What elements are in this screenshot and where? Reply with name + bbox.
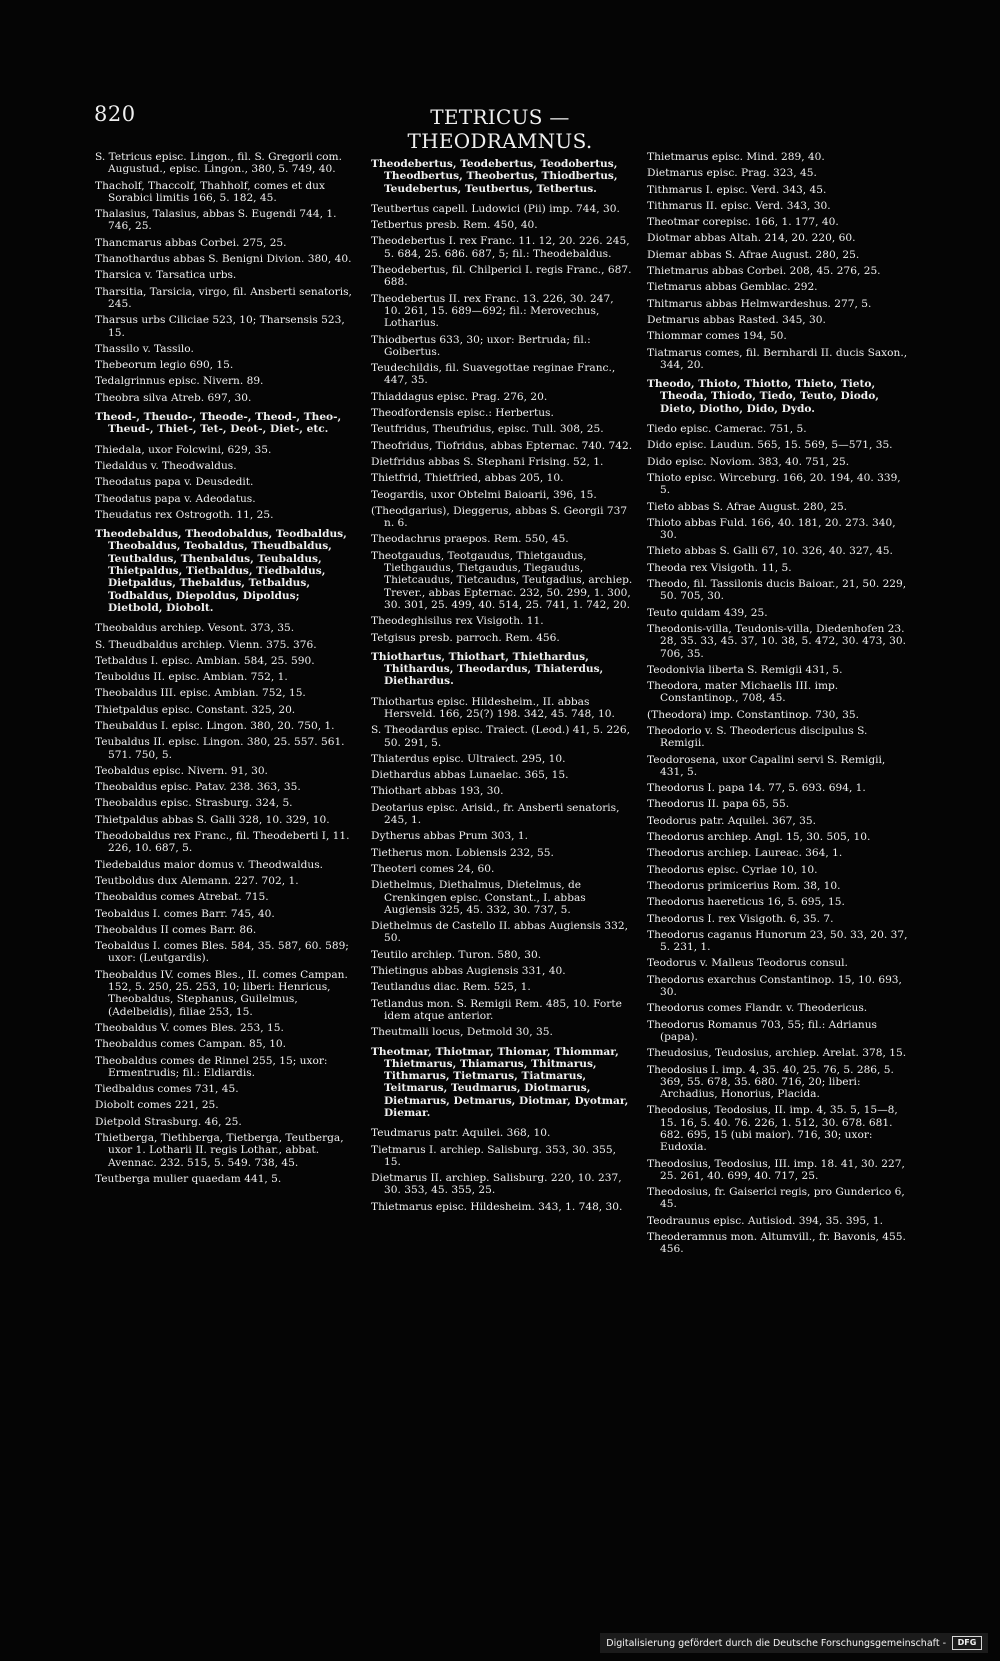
- index-entry: Diobolt comes 221, 25.: [95, 1099, 219, 1112]
- index-entry: Theodobaldus rex Franc., fil. Theodeberti I, 11. 226, 10. 687, 5.: [95, 830, 350, 855]
- index-entry: Tharsus urbs Ciliciae 523, 10; Tharsensis 523, 15.: [95, 314, 345, 339]
- index-entry: Thiaterdus episc. Ultraiect. 295, 10.: [371, 752, 566, 765]
- index-entry: Theodosius, fr. Gaiserici regis, pro Gunderico 6, 45.: [647, 1186, 905, 1211]
- index-entry: Teudechildis, fil. Suavegottae reginae Franc., 447, 35.: [371, 362, 616, 387]
- index-entry: Theotmar corepisc. 166, 1. 177, 40.: [647, 216, 839, 229]
- index-entry: Theofridus, Tiofridus, abbas Epternac. 740. 742.: [371, 439, 633, 452]
- index-entry: Theobaldus comes Atrebat. 715.: [95, 891, 269, 904]
- page-number: 820: [94, 102, 136, 126]
- index-entry: Theobra silva Atreb. 697, 30.: [95, 391, 252, 404]
- index-entry: Diethardus abbas Lunaelac. 365, 15.: [371, 769, 569, 782]
- index-entry: Theodorus haereticus 16, 5. 695, 15.: [647, 896, 845, 909]
- index-entry: Tietmarus I. archiep. Salisburg. 353, 30. 355, 15.: [371, 1143, 616, 1168]
- index-entry: Teutberga mulier quaedam 441, 5.: [95, 1172, 282, 1185]
- index-entry: S. Theudbaldus archiep. Vienn. 375. 376.: [95, 638, 317, 651]
- index-entry: Thiothart abbas 193, 30.: [371, 785, 504, 798]
- index-entry: Theobaldus episc. Strasburg. 324, 5.: [95, 797, 293, 810]
- index-entry: Theodatus papa v. Adeodatus.: [95, 492, 256, 505]
- index-entry: Dido episc. Noviom. 383, 40. 751, 25.: [647, 455, 850, 468]
- index-group-heading: Theodo, Thioto, Thiotto, Thieto, Tieto, Theoda, Thiodo, Tiedo, Teuto, Diodo, Dieto, Diotho, Dido, Dydo.: [647, 378, 879, 415]
- index-entry: Theobaldus comes Campan. 85, 10.: [95, 1038, 287, 1051]
- index-entry: Thietmarus episc. Mind. 289, 40.: [647, 151, 825, 163]
- index-entry: Teubaldus II. episc. Lingon. 380, 25. 557. 561. 571. 750, 5.: [95, 736, 345, 761]
- index-entry: Theutmalli locus, Detmold 30, 35.: [371, 1026, 553, 1039]
- index-group-heading: Theodebaldus, Theodobaldus, Teodbaldus, Theobaldus, Teobaldus, Theudbaldus, Teutbaldus, Thenbaldus, Teubaldus, Thietpaldus, Tietbaldus, Tiedbaldus, Dietpaldus, Thebaldus, Tetbaldus, Todbaldus, Diepoldus, Dipoldus; Dietbold, Diobolt.: [95, 528, 347, 614]
- index-entry: (Theodora) imp. Constantinop. 730, 35.: [647, 708, 859, 721]
- index-entry: Theodorus Romanus 703, 55; fil.: Adrianus (papa).: [647, 1018, 877, 1043]
- index-entry: Thanothardus abbas S. Benigni Divion. 380, 40.: [95, 253, 352, 266]
- index-column-2: [371, 151, 633, 1631]
- index-entry: Theodosius, Teodosius, III. imp. 18. 41, 30. 227, 25. 261, 40. 699, 40. 717, 25.: [647, 1157, 905, 1182]
- index-entry: Teogardis, uxor Obtelmi Baioarii, 396, 15.: [371, 488, 597, 501]
- index-entry: Detmarus abbas Rasted. 345, 30.: [647, 313, 826, 326]
- index-entry: S. Theodardus episc. Traiect. (Leod.) 41, 5. 226, 50. 291, 5.: [371, 724, 631, 749]
- index-entry: Teudmarus patr. Aquilei. 368, 10.: [371, 1127, 551, 1140]
- index-entry: Tetlandus mon. S. Remigii Rem. 485, 10. Forte idem atque anterior.: [371, 997, 622, 1022]
- index-entry: Theudosius, Teudosius, archiep. Arelat. 378, 15.: [647, 1047, 907, 1060]
- index-entry: Theodosius I. imp. 4, 35. 40, 25. 76, 5. 286, 5. 369, 55. 678, 35. 680. 716, 20; liberi: Archadius, Honorius, Placida.: [647, 1063, 894, 1101]
- index-entry: Tietmarus abbas Gemblac. 292.: [647, 281, 818, 294]
- index-group-heading: Thiothartus, Thiothart, Thiethardus, Thithardus, Theodardus, Thiaterdus, Diethardus.: [371, 650, 604, 688]
- index-entry: Thietmarus episc. Hildesheim. 343, 1. 748, 30.: [371, 1200, 623, 1213]
- index-entry: Teodraunus episc. Autisiod. 394, 35. 395, 1.: [647, 1214, 883, 1227]
- index-entry: Theobaldus comes de Rinnel 255, 15; uxor: Ermentrudis; fil.: Eldiardis.: [95, 1054, 328, 1079]
- index-entry: Thacholf, Thaccolf, Thahholf, comes et dux Sorabici limitis 166, 5. 182, 45.: [95, 179, 325, 204]
- running-head: TETRICUS — THEODRAMNUS.: [407, 105, 593, 153]
- footer-text: Digitalisierung gefördert durch die Deutsche Forschungsgemeinschaft -: [606, 1637, 946, 1649]
- index-entry: Tetbaldus I. episc. Ambian. 584, 25. 590.: [95, 654, 315, 667]
- index-entry: Theodfordensis episc.: Herbertus.: [371, 407, 554, 420]
- index-entry: Tietherus mon. Lobiensis 232, 55.: [371, 846, 554, 859]
- index-entry: Thieto abbas S. Galli 67, 10. 326, 40. 327, 45.: [647, 545, 893, 558]
- index-entry: Thietberga, Tiethberga, Tietberga, Teutberga, uxor 1. Lotharii II. regis Lothar., abbat. Avennac. 232. 515, 5. 549. 738, 45.: [95, 1132, 344, 1169]
- index-entry: Theodorus episc. Cyriae 10, 10.: [647, 863, 818, 876]
- index-entry: Theoteri comes 24, 60.: [371, 862, 495, 875]
- index-entry: Thioto abbas Fuld. 166, 40. 181, 20. 273. 340, 30.: [647, 516, 896, 542]
- index-entry: Theodosius, Teodosius, II. imp. 4, 35. 5, 15—8, 15. 16, 5. 40. 76. 226, 1. 512, 30. 678. 681. 682. 695, 15 (ubi maior). 716, 30; uxor: Eudoxia.: [647, 1104, 898, 1154]
- index-entry: Teobaldus I. comes Barr. 745, 40.: [95, 907, 275, 920]
- index-entry: Thietpaldus abbas S. Galli 328, 10. 329, 10.: [95, 813, 330, 826]
- index-entry: Theodorus I. papa 14. 77, 5. 693. 694, 1.: [647, 782, 866, 795]
- index-entry: Theodorus comes Flandr. v. Theodericus.: [647, 1002, 868, 1015]
- index-entry: (Theodgarius), Dieggerus, abbas S. Georgii 737 n. 6.: [371, 504, 628, 530]
- index-entry: Theodorus archiep. Angl. 15, 30. 505, 10.: [647, 831, 871, 844]
- index-entry: Thiothartus episc. Hildesheim., II. abbas Hersveld. 166, 25(?) 198. 342, 45. 748, 10.: [371, 695, 615, 720]
- index-entry: Diethelmus, Diethalmus, Dietelmus, de Crenkingen episc. Constant., I. abbas Augiensis 325, 45. 332, 30. 737, 5.: [371, 879, 586, 916]
- index-entry: Tiedebaldus maior domus v. Theodwaldus.: [95, 858, 324, 871]
- index-entry: Diethelmus de Castello II. abbas Augiensis 332, 50.: [371, 920, 628, 945]
- index-entry: Deotarius episc. Arisid., fr. Ansberti senatoris, 245, 1.: [371, 801, 620, 827]
- index-entry: Teobaldus I. comes Bles. 584, 35. 587, 60. 589; uxor: (Leutgardis).: [95, 940, 349, 965]
- index-entry: Thietingus abbas Augiensis 331, 40.: [371, 965, 566, 978]
- index-entry: Teodorus v. Malleus Teodorus consul.: [647, 957, 848, 970]
- index-entry: Thiaddagus episc. Prag. 276, 20.: [371, 390, 548, 403]
- index-entry: Teobaldus episc. Nivern. 91, 30.: [95, 764, 268, 777]
- index-entry: Tetbertus presb. Rem. 450, 40.: [371, 219, 538, 232]
- index-entry: Theobaldus II comes Barr. 86.: [95, 923, 257, 936]
- index-entry: Theodebertus II. rex Franc. 13. 226, 30. 247, 10. 261, 15. 689—692; fil.: Merovechus, Lotharius.: [371, 292, 614, 330]
- index-entry: Theodatus papa v. Deusdedit.: [95, 476, 254, 489]
- index-entry: Theodorus I. rex Visigoth. 6, 35. 7.: [647, 912, 834, 925]
- index-entry: Tieto abbas S. Afrae August. 280, 25.: [647, 500, 848, 513]
- index-entry: Dietmarus episc. Prag. 323, 45.: [647, 167, 817, 180]
- index-entry: Dietfridus abbas S. Stephani Frising. 52, 1.: [371, 455, 604, 468]
- index-entry: S. Tetricus episc. Lingon., fil. S. Gregorii com. Augustud., episc. Lingon., 380, 5. 749, 40.: [95, 151, 342, 176]
- index-entry: Theudatus rex Ostrogoth. 11, 25.: [95, 508, 274, 521]
- index-entry: Teodorosena, uxor Capalini servi S. Remigii, 431, 5.: [647, 753, 886, 778]
- index-entry: Dietpold Strasburg. 46, 25.: [95, 1115, 242, 1128]
- index-entry: Thassilo v. Tassilo.: [95, 342, 194, 355]
- index-entry: Dido episc. Laudun. 565, 15. 569, 5—571, 35.: [647, 439, 893, 452]
- index-entry: Tharsitia, Tarsicia, virgo, fil. Ansberti senatoris, 245.: [95, 285, 352, 310]
- index-entry: Thietfrid, Thietfried, abbas 205, 10.: [371, 472, 564, 485]
- index-group-heading: Theod-, Theudo-, Theode-, Theod-, Theo-, Theud-, Thiet-, Tet-, Deot-, Diet-, etc.: [95, 411, 342, 436]
- index-entry: Thiedala, uxor Folcwini, 629, 35.: [95, 443, 272, 456]
- index-entry: Teutboldus dux Alemann. 227. 702, 1.: [95, 874, 299, 887]
- index-entry: Thiommar comes 194, 50.: [647, 330, 787, 343]
- index-entry: Theodorio v. S. Theodericus discipulus S. Remigii.: [647, 724, 868, 750]
- index-entry: Teutlandus diac. Rem. 525, 1.: [371, 981, 531, 994]
- index-entry: Theubaldus I. episc. Lingon. 380, 20. 750, 1.: [95, 719, 335, 732]
- index-entry: Theodonis-villa, Teudonis-villa, Diedenhofen 23. 28, 35. 33, 45. 37, 10. 38, 5. 472, 30. 473, 30. 706, 35.: [647, 622, 906, 660]
- index-entry: Diotmar abbas Altah. 214, 20. 220, 60.: [647, 232, 856, 245]
- index-entry: Thietpaldus episc. Constant. 325, 20.: [95, 703, 296, 716]
- index-entry: Theobaldus episc. Patav. 238. 363, 35.: [95, 781, 301, 794]
- index-entry: Tiedo episc. Camerac. 751, 5.: [647, 423, 807, 436]
- index-entry: Thalasius, Talasius, abbas S. Eugendi 744, 1. 746, 25.: [95, 208, 337, 233]
- index-entry: Tithmarus I. episc. Verd. 343, 45.: [647, 183, 827, 196]
- index-entry: Theodorus primicerius Rom. 38, 10.: [647, 879, 841, 892]
- dfg-logo-icon: DFG: [952, 1636, 982, 1650]
- index-column-3: [647, 151, 909, 1631]
- index-entry: Thebeorum legio 690, 15.: [95, 359, 234, 372]
- index-entry: Teuboldus II. episc. Ambian. 752, 1.: [95, 671, 288, 684]
- index-entry: Theodorus archiep. Laureac. 364, 1.: [647, 847, 843, 860]
- index-entry: Thietmarus abbas Corbei. 208, 45. 276, 25.: [647, 265, 881, 278]
- index-entry: Theotgaudus, Teotgaudus, Thietgaudus, Tiethgaudus, Tietgaudus, Tiegaudus, Thietcaudus, Tietcaudus, Teutgadius, archiep. Trever., abbas Epternac. 232, 50. 299, 1. 300, 30. 301, 25. 499, 40. 514, 25. 741, 1. 742, 20.: [371, 549, 633, 611]
- index-entry: Theodebertus, fil. Chilperici I. regis Franc., 687. 688.: [371, 264, 632, 289]
- index-entry: Teuto quidam 439, 25.: [647, 606, 768, 619]
- index-entry: Teodorus patr. Aquilei. 367, 35.: [647, 814, 816, 827]
- footer-credit: [600, 1633, 988, 1653]
- index-entry: Theobaldus archiep. Vesont. 373, 35.: [95, 622, 295, 635]
- index-entry: Theodebertus I. rex Franc. 11. 12, 20. 226. 245, 5. 684, 25. 686. 687, 5; fil.: Theodebaldus.: [371, 235, 630, 260]
- index-entry: Tedalgrinnus episc. Nivern. 89.: [95, 375, 264, 388]
- index-entry: Tetgisus presb. parroch. Rem. 456.: [371, 631, 560, 644]
- index-entry: Theodorus II. papa 65, 55.: [647, 798, 790, 811]
- index-entry: Thioto episc. Wirceburg. 166, 20. 194, 40. 339, 5.: [647, 471, 901, 497]
- index-entry: Theobaldus V. comes Bles. 253, 15.: [95, 1021, 284, 1034]
- index-entry: Thitmarus abbas Helmwardeshus. 277, 5.: [647, 297, 872, 310]
- index-entry: Thancmarus abbas Corbei. 275, 25.: [95, 236, 287, 249]
- index-entry: Theodachrus praepos. Rem. 550, 45.: [371, 533, 569, 546]
- index-entry: Tithmarus II. episc. Verd. 343, 30.: [647, 199, 831, 212]
- index-entry: Theoda rex Visigoth. 11, 5.: [647, 561, 792, 574]
- index-entry: Teutbertus capell. Ludowici (Pii) imp. 744, 30.: [371, 202, 620, 215]
- index-entry: Theodeghisilus rex Visigoth. 11.: [371, 615, 544, 628]
- index-group-heading: Theotmar, Thiotmar, Thiomar, Thiommar, Thietmarus, Thiamarus, Thitmarus, Tithmarus, Tietmarus, Tiatmarus, Teitmarus, Teudmarus, Diotmarus, Dietmarus, Detmarus, Diotmar, Dyotmar, Diemar.: [371, 1045, 629, 1119]
- index-entry: Theoderamnus mon. Altumvill., fr. Bavonis, 455. 456.: [647, 1231, 906, 1256]
- index-entry: Tiatmarus comes, fil. Bernhardi II. ducis Saxon., 344, 20.: [647, 346, 908, 371]
- index-column-1: [95, 151, 357, 1631]
- index-entry: Theodo, fil. Tassilonis ducis Baioar., 21, 50. 229, 50. 705, 30.: [647, 578, 907, 603]
- index-entry: Tiedbaldus comes 731, 45.: [95, 1083, 239, 1096]
- index-entry: Teutilo archiep. Turon. 580, 30.: [371, 948, 542, 961]
- index-entry: Theobaldus IV. comes Bles., II. comes Campan. 152, 5. 250, 25. 253, 10; liberi: Henricus, Theobaldus, Stephanus, Guilelmus, (Adelbeidis), filiae 253, 15.: [95, 968, 348, 1018]
- index-entry: Theobaldus III. episc. Ambian. 752, 15.: [95, 687, 306, 700]
- index-entry: Dietmarus II. archiep. Salisburg. 220, 10. 237, 30. 353, 45. 355, 25.: [371, 1172, 622, 1197]
- index-group-heading: Theodebertus, Teodebertus, Teodobertus, Theodbertus, Theobertus, Thiodbertus, Teudebertus, Teutbertus, Tetbertus.: [371, 158, 618, 195]
- index-entry: Tiedaldus v. Theodwaldus.: [95, 459, 237, 472]
- index-entry: Teodonivia liberta S. Remigii 431, 5.: [647, 663, 843, 676]
- index-entry: Diemar abbas S. Afrae August. 280, 25.: [647, 248, 860, 261]
- index-entry: Dytherus abbas Prum 303, 1.: [371, 830, 529, 843]
- index-entry: Theodorus exarchus Constantinop. 15, 10. 693, 30.: [647, 973, 902, 999]
- index-entry: Teutfridus, Theufridus, episc. Tull. 308, 25.: [371, 423, 604, 436]
- index-entry: Tharsica v. Tarsatica urbs.: [95, 269, 237, 282]
- index-entry: Theodorus caganus Hunorum 23, 50. 33, 20. 37, 5. 231, 1.: [647, 928, 908, 954]
- index-entry: Theodora, mater Michaelis III. imp. Constantinop., 708, 45.: [647, 680, 839, 705]
- index-entry: Thiodbertus 633, 30; uxor: Bertruda; fil.: Goibertus.: [371, 333, 591, 358]
